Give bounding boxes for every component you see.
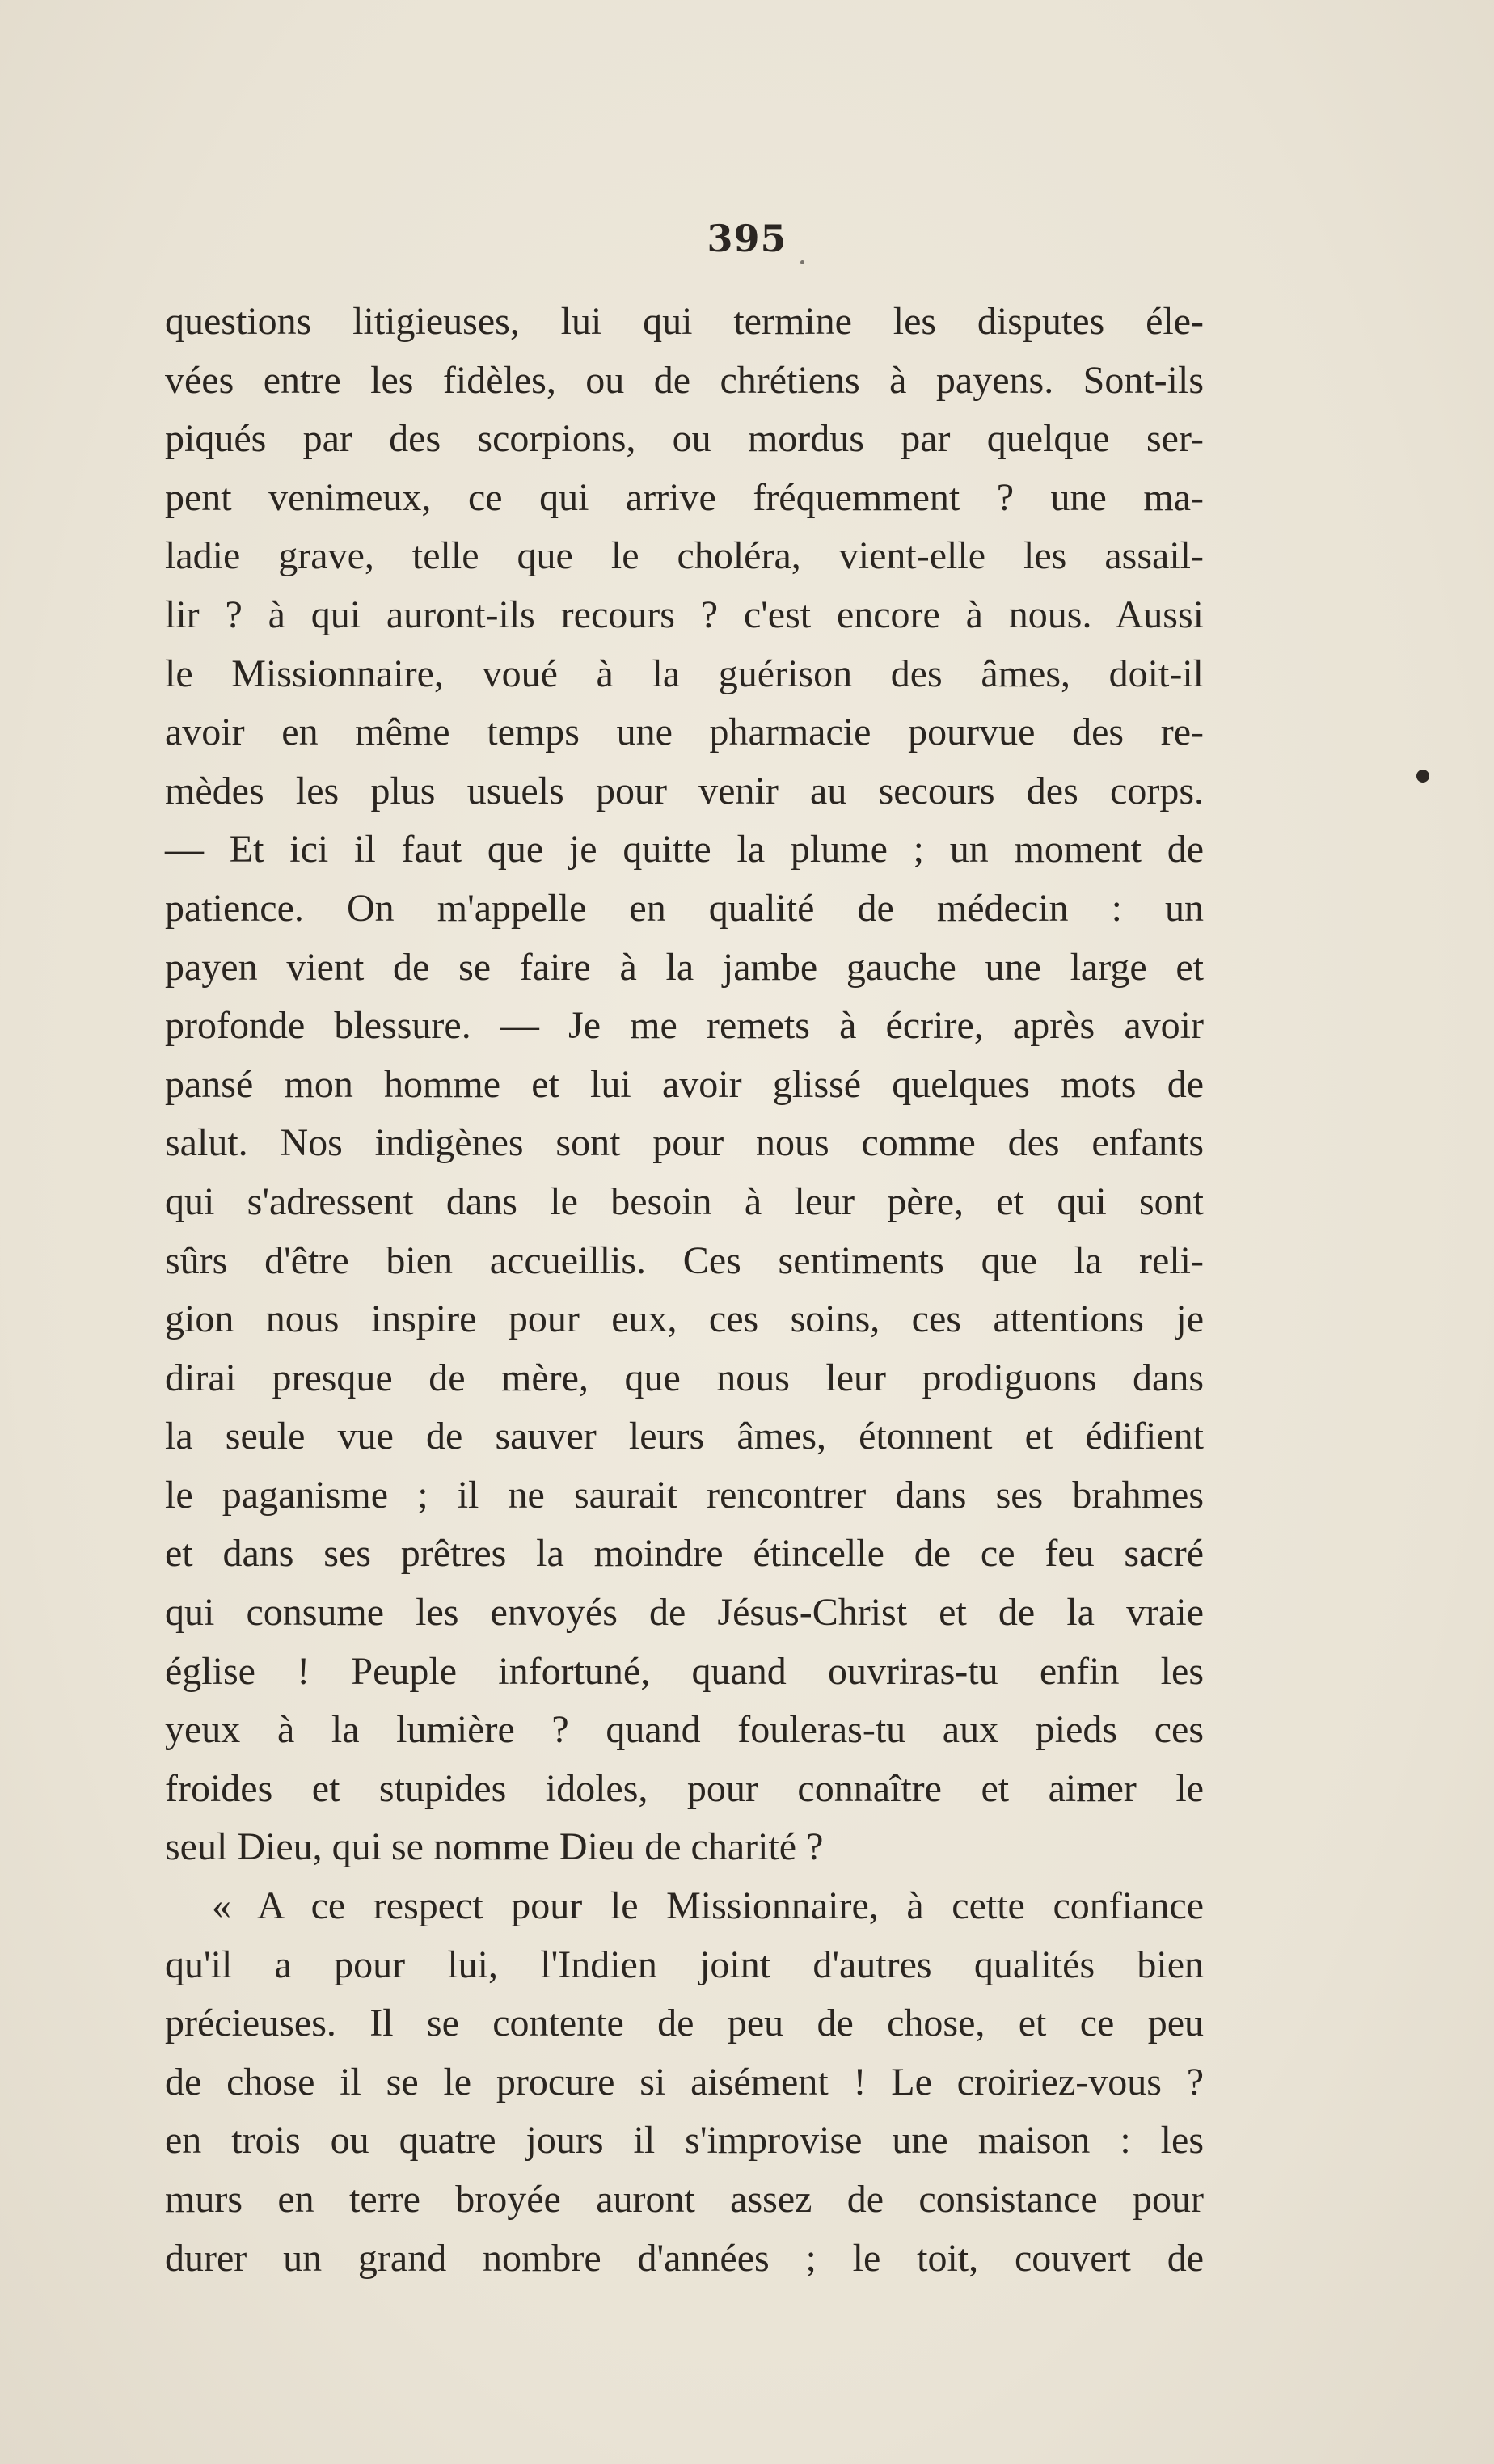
text-line: précieuses. Il se contente de peu de chose, et ce peu [165,2002,1204,2045]
text-line: ladie grave, telle que le choléra, vient-elle les assail- [165,534,1204,578]
text-line: — Et ici il faut que je quitte la plume ; un moment de [165,828,1204,871]
text-line: pent venimeux, ce qui arrive fréquemment ? une ma- [165,475,1204,519]
text-line: lir ? à qui auront-ils recours ? c'est encore à nous. Aussi [165,593,1204,636]
text-line: église ! Peuple infortuné, quand ouvriras-tu enfin les [165,1649,1204,1693]
text-line: et dans ses prêtres la moindre étincelle de ce feu sacré [165,1532,1204,1576]
ink-speck [800,260,804,264]
text-line: froides et stupides idoles, pour connaître et aimer le [165,1766,1204,1810]
text-line: de chose il se le procure si aisément ! Le croiriez-vous ? [165,2060,1204,2103]
text-line: profonde blessure. — Je me remets à écrire, après avoir [165,1004,1204,1048]
text-line: dirai presque de mère, que nous leur prodiguons dans [165,1356,1204,1399]
page-number: 395 [707,217,787,260]
text-line: pansé mon homme et lui avoir glissé quelques mots de [165,1062,1204,1106]
text-line: yeux à la lumière ? quand fouleras-tu aux pieds ces [165,1708,1204,1752]
text-line: gion nous inspire pour eux, ces soins, ces attentions je [165,1297,1204,1341]
body-text [165,293,1204,2288]
text-line: questions litigieuses, lui qui termine les disputes éle- [165,300,1204,343]
text-line: qu'il a pour lui, l'Indien joint d'autres qualités bien [165,1943,1204,1986]
text-line: salut. Nos indigènes sont pour nous comme des enfants [165,1121,1204,1165]
text-line: payen vient de se faire à la jambe gauche une large et [165,945,1204,989]
text-line: qui s'adressent dans le besoin à leur père, et qui sont [165,1179,1204,1223]
text-line: la seule vue de sauver leurs âmes, étonnent et édifient [165,1415,1204,1458]
text-line: en trois ou quatre jours il s'improvise une maison : les [165,2119,1204,2162]
text-line: le Missionnaire, voué à la guérison des âmes, doit-il [165,652,1204,695]
text-line: piqués par des scorpions, ou mordus par quelque ser- [165,417,1204,461]
text-line: durer un grand nombre d'années ; le toit, couvert de [165,2236,1204,2280]
text-line: patience. On m'appelle en qualité de médecin : un [165,886,1204,930]
text-line: le paganisme ; il ne saurait rencontrer dans ses brahmes [165,1473,1204,1517]
text-line: vées entre les fidèles, ou de chrétiens à payens. Sont-ils [165,358,1204,402]
text-line: seul Dieu, qui se nomme Dieu de charité ? [165,1825,824,1869]
text-line: avoir en même temps une pharmacie pourvue des re- [165,711,1204,754]
text-line: mèdes les plus usuels pour venir au secours des corps. [165,769,1204,812]
text-line: murs en terre broyée auront assez de consistance pour [165,2178,1204,2221]
text-line: qui consume les envoyés de Jésus-Christ et de la vraie [165,1591,1204,1635]
text-line: sûrs d'être bien accueillis. Ces sentiments que la reli- [165,1238,1204,1282]
text-line: « A ce respect pour le Missionnaire, à cette confiance [212,1884,1204,1928]
ink-speck [1416,770,1429,783]
